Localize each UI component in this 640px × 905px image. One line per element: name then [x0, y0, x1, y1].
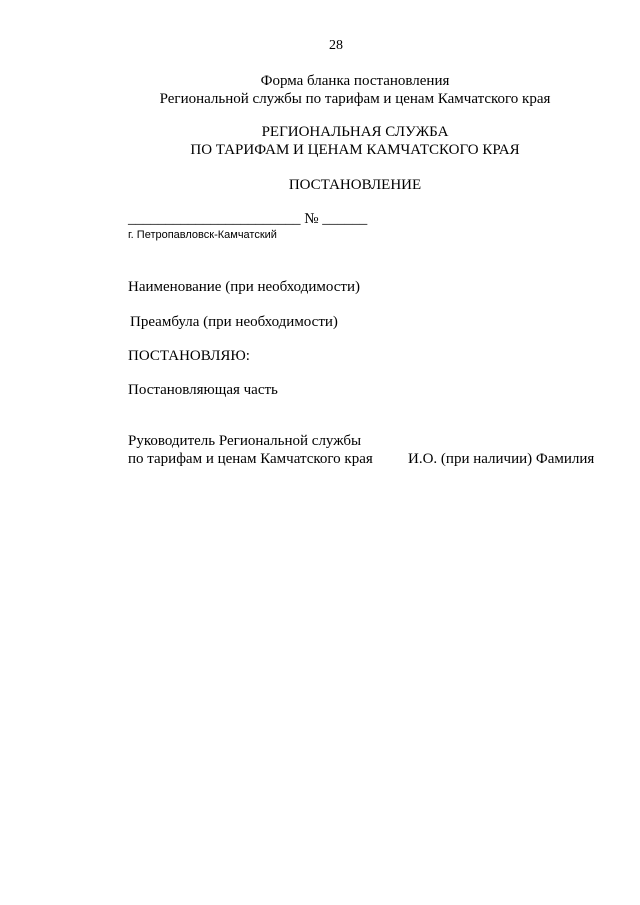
page-number: 28	[329, 38, 343, 53]
agency-name-line-2: ПО ТАРИФАМ И ЦЕНАМ КАМЧАТСКОГО КРАЯ	[190, 142, 520, 158]
agency-name	[0, 123, 640, 159]
form-caption-line-2: Региональной службы по тарифам и ценам Камчатского края	[159, 91, 551, 107]
signature-name: И.О. (при наличии) Фамилия	[408, 451, 595, 467]
signature-title-line-2: по тарифам и ценам Камчатского края	[128, 451, 373, 467]
city-label: г. Петропавловск-Камчатский	[128, 229, 277, 241]
name-placeholder: Наименование (при необходимости)	[128, 279, 361, 295]
document-type-heading: ПОСТАНОВЛЕНИЕ	[288, 177, 422, 193]
signature-title-line-1: Руководитель Региональной службы	[128, 433, 362, 449]
form-caption	[0, 72, 640, 108]
signature-title	[128, 432, 373, 468]
operative-part-placeholder: Постановляющая часть	[128, 382, 278, 398]
date-number-line: _______________________ № ______	[128, 211, 368, 227]
resolve-heading: ПОСТАНОВЛЯЮ:	[128, 348, 250, 364]
agency-name-line-1: РЕГИОНАЛЬНАЯ СЛУЖБА	[261, 124, 449, 140]
preamble-placeholder: Преамбула (при необходимости)	[130, 314, 338, 330]
form-caption-line-1: Форма бланка постановления	[260, 73, 450, 89]
